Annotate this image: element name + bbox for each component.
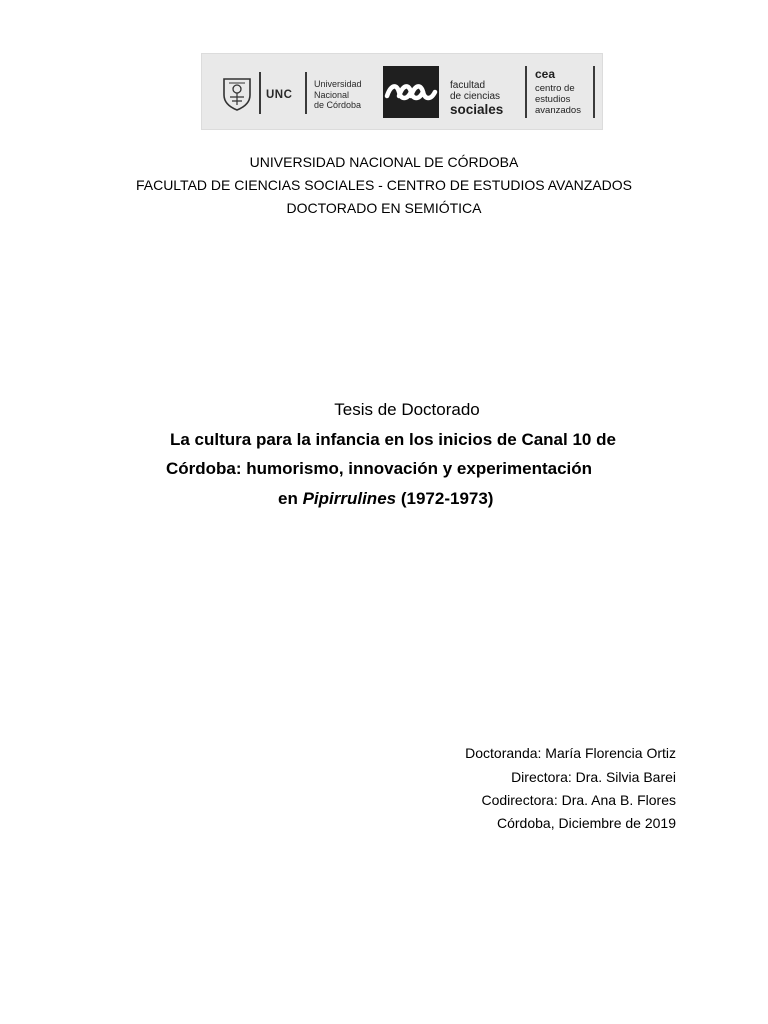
thesis-title-line-3: en Pipirrulines (1972-1973) xyxy=(278,489,494,508)
thesis-title-line-2: Córdoba: humorismo, innovación y experimentación xyxy=(166,459,593,478)
thesis-director: Directora: Dra. Silvia Barei xyxy=(511,769,676,785)
logo-divider xyxy=(259,72,261,114)
institution-logo-banner xyxy=(201,53,603,130)
program-name: DOCTORADO EN SEMIÓTICA xyxy=(286,200,482,216)
unc-abbreviation: UNC xyxy=(266,89,293,101)
unc-seal-icon xyxy=(220,75,254,111)
thesis-label: Tesis de Doctorado xyxy=(334,400,480,419)
logo-divider xyxy=(593,66,595,118)
fcs-logo-mark-icon xyxy=(383,66,439,118)
place-and-date: Córdoba, Diciembre de 2019 xyxy=(497,815,676,831)
program-title: Pipirrulines xyxy=(302,489,397,508)
logo-divider xyxy=(305,72,307,114)
thesis-title-line-1: La cultura para la infancia en los inicios de Canal 10 de xyxy=(170,430,616,449)
logo-divider xyxy=(525,66,527,118)
thesis-codirector: Codirectora: Dra. Ana B. Flores xyxy=(481,792,676,808)
doctoral-candidate: Doctoranda: María Florencia Ortiz xyxy=(465,745,676,761)
faculty-name: FACULTAD DE CIENCIAS SOCIALES - CENTRO DE ESTUDIOS AVANZADOS xyxy=(135,177,633,193)
university-name: UNIVERSIDAD NACIONAL DE CÓRDOBA xyxy=(249,154,519,170)
cea-name: cea centro de estudios avanzados xyxy=(535,67,581,116)
fcs-name: facultad de ciencias sociales xyxy=(450,80,504,117)
unc-full-name: Universidad Nacional de Córdoba xyxy=(314,79,362,110)
